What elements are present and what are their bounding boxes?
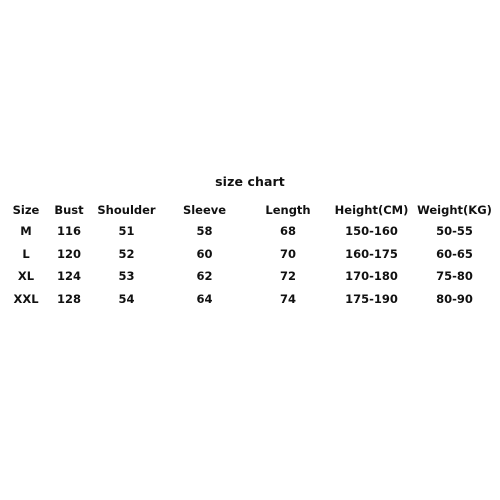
header-sleeve: Sleeve xyxy=(182,203,227,217)
cell-sleeve: 64 xyxy=(196,291,213,306)
table-row xyxy=(4,265,496,288)
cell-height: 160-175 xyxy=(345,246,398,261)
table-row xyxy=(4,243,496,266)
cell-weight: 75-80 xyxy=(436,269,473,283)
cell-weight: 80-90 xyxy=(436,291,473,306)
cell-height: 170-180 xyxy=(345,269,398,283)
cell-shoulder: 53 xyxy=(118,269,135,283)
table-row xyxy=(4,220,496,243)
cell-height: 175-190 xyxy=(345,291,398,306)
cell-height: 150-160 xyxy=(345,224,398,238)
cell-length: 70 xyxy=(279,246,296,261)
cell-shoulder: 54 xyxy=(118,291,135,306)
size-chart-title: size chart xyxy=(215,174,285,189)
cell-length: 68 xyxy=(279,224,296,238)
cell-size: L xyxy=(22,246,30,261)
cell-shoulder: 52 xyxy=(118,246,135,261)
size-chart-table xyxy=(4,200,496,310)
header-weight: Weight(KG) xyxy=(417,203,492,217)
cell-shoulder: 51 xyxy=(118,224,135,238)
cell-sleeve: 60 xyxy=(196,246,213,261)
cell-length: 72 xyxy=(279,269,296,283)
cell-bust: 124 xyxy=(56,269,81,283)
cell-bust: 116 xyxy=(56,224,81,238)
cell-size: M xyxy=(20,224,32,238)
cell-bust: 128 xyxy=(56,291,81,306)
cell-bust: 120 xyxy=(56,246,81,261)
table-header-row xyxy=(4,200,496,220)
header-size: Size xyxy=(12,203,40,217)
cell-sleeve: 62 xyxy=(196,269,213,283)
cell-sleeve: 58 xyxy=(196,224,213,238)
header-length: Length xyxy=(265,203,311,217)
header-shoulder: Shoulder xyxy=(97,203,156,217)
cell-size: XL xyxy=(17,269,35,283)
table-row xyxy=(4,288,496,311)
header-bust: Bust xyxy=(54,203,84,217)
cell-weight: 50-55 xyxy=(436,224,473,238)
cell-weight: 60-65 xyxy=(436,246,473,261)
header-height: Height(CM) xyxy=(334,203,409,217)
cell-length: 74 xyxy=(279,291,296,306)
cell-size: XXL xyxy=(13,291,39,306)
